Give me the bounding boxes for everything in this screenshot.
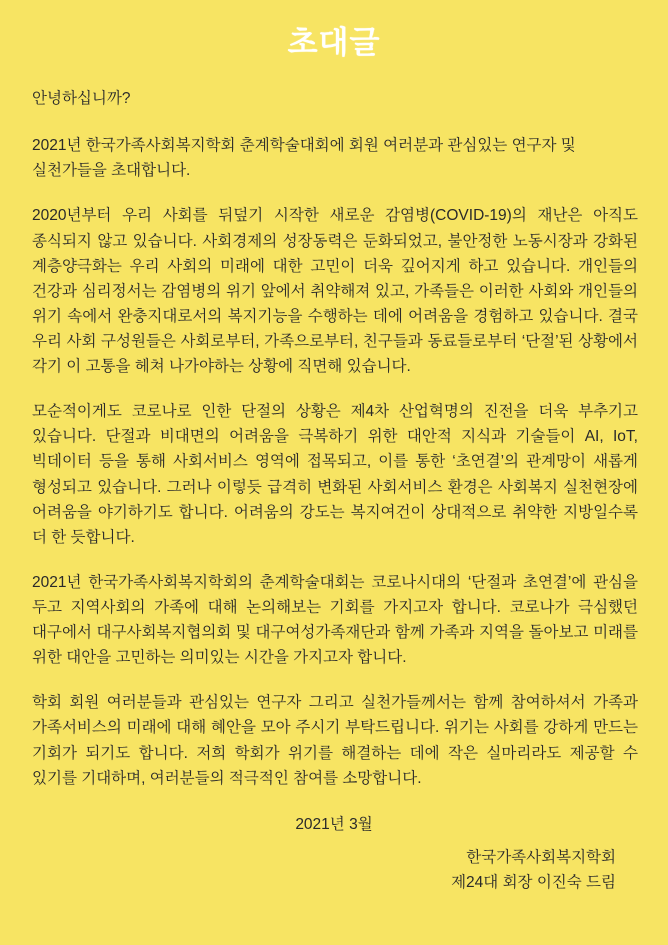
paragraph-1: 2021년 한국가족사회복지학회 춘계학술대회에 회원 여러분과 관심있는 연구자 및 실천가들을 초대합니다.	[32, 137, 576, 180]
paragraph-4: 2021년 한국가족사회복지학회의 춘계학술대회는 코로나시대의 ‘단절과 초연결’에 관심을 두고 지역사회의 가족에 대해 논의해보는 기회를 가지고자 합니다. 코로나가 극심했던 대구에서 대구사회복지협의회 및 대구여성가족재단과 함께 가족과 지역을 돌아보고 미래를 위한 대안을 고민하는 의미있는 시간을 가지고자 합니다.	[32, 573, 638, 667]
signature-block	[30, 846, 616, 895]
signature-organization: 한국가족사회복지학회	[466, 848, 616, 866]
paragraph-5: 학회 회원 여러분들과 관심있는 연구자 그리고 실천가들께서는 함께 참여하셔서 가족과 가족서비스의 미래에 대해 혜안을 모아 주시기 부탁드립니다. 위기는 사회를 강하게 만드는 기회가 되기도 합니다. 저희 학회가 위기를 해결하는 데에 작은 실마리라도 제공할 수 있기를 기대하며, 여러분들의 적극적인 참여를 소망합니다.	[32, 694, 638, 787]
signature-person: 제24대 회장 이진숙 드림	[451, 874, 616, 892]
paragraph-3: 모순적이게도 코로나로 인한 단절의 상황은 제4차 산업혁명의 진전을 더욱 부추기고 있습니다. 단절과 비대면의 어려움을 극복하기 위한 대안적 지식과 기술들이 AI, IoT, 빅데이터 등을 통해 사회서비스 영역에 접목되고, 이를 통한 ‘초연결’의 관계망이 새롭게 형성되고 있습니다. 그러나 이렇듯 급격히 변화된 사회서비스 환경은 사회복지 실천현장에 어려움을 야기하기도 합니다. 어려움의 강도는 복지여건이 상대적으로 취약한 지방일수록 더 한 듯합니다.	[32, 403, 638, 546]
document-date: 2021년 3월	[295, 815, 373, 833]
paragraph-2: 2020년부터 우리 사회를 뒤덮기 시작한 새로운 감염병(COVID-19)의 재난은 아직도 종식되지 않고 있습니다. 사회경제의 성장동력은 둔화되었고, 불안정한 노동시장과 강화된 계층양극화는 우리 사회의 미래에 대한 고민이 더욱 깊어지게 하고 있습니다. 개인들의 건강과 심리정서는 감염병의 위기 앞에서 취약해져 있고, 가족들은 이러한 사회와 개인들의 위기 속에서 완충지대로서의 복지기능을 수행하는 데에 어려움을 경험하고 있습니다. 결국 우리 사회 구성원들은 사회로부터, 가족으로부터, 친구들과 동료들로부터 ‘단절’된 상황에서 각기 이 고통을 헤쳐 나가야하는 상황에 직면해 있습니다.	[32, 207, 638, 376]
greeting-text: 안녕하십니까?	[32, 90, 131, 108]
page-title: 초대글	[287, 25, 381, 60]
